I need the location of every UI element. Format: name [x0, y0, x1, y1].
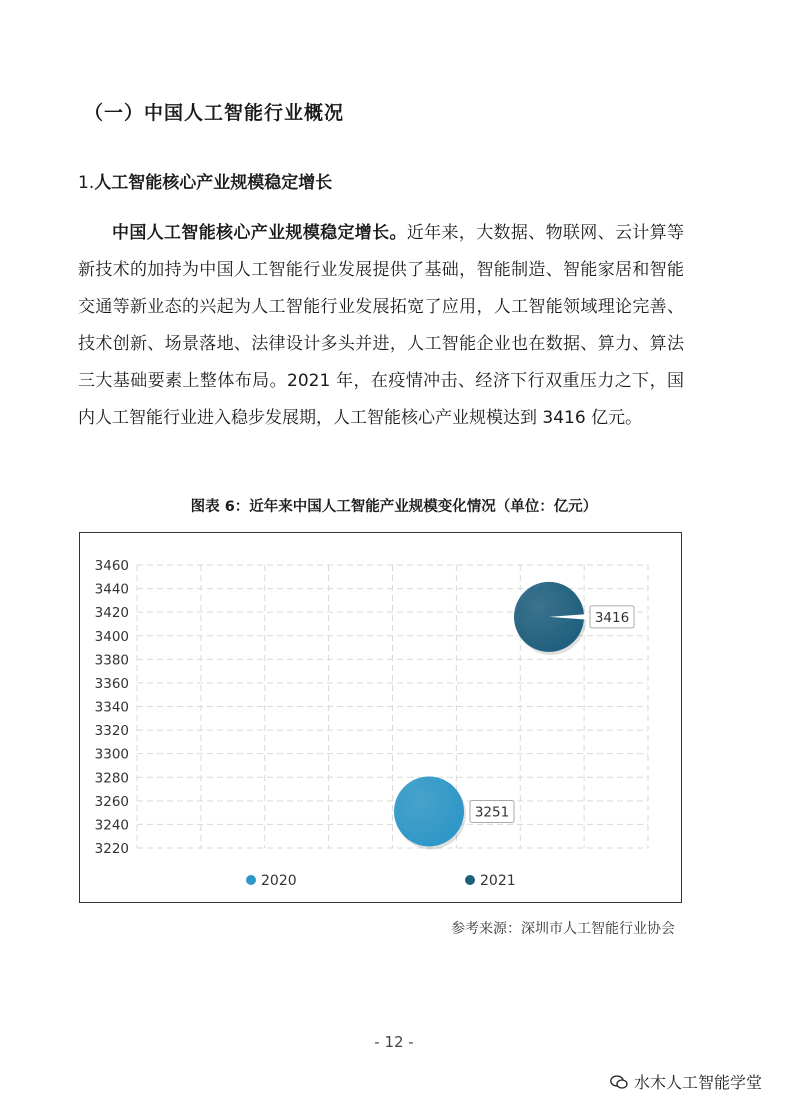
- page-number: - 12 -: [374, 1033, 414, 1051]
- y-tick-label: 3220: [94, 841, 129, 857]
- y-tick-label: 3400: [94, 628, 129, 645]
- paragraph-lead: 中国人工智能核心产业规模稳定增长。: [112, 223, 407, 243]
- data-label: 3251: [474, 804, 510, 821]
- y-tick-label: 3420: [94, 605, 129, 622]
- y-tick-label: 3340: [94, 699, 129, 716]
- sub-heading: [78, 168, 332, 193]
- y-tick-label: 3280: [94, 770, 129, 787]
- bubble-2020: [394, 776, 464, 846]
- watermark-text: 水木人工智能学堂: [633, 1073, 762, 1092]
- watermark: [610, 1070, 762, 1093]
- sub-heading-text: 人工智能核心产业规模稳定增长: [94, 173, 333, 193]
- y-tick-label: 3320: [94, 723, 129, 740]
- y-tick-label: 3360: [94, 675, 129, 692]
- paragraph-body: 近年来，大数据、物联网、云计算等新技术的加持为中国人工智能行业发展提供了基础，智能制造、智能家居和智能交通等新业态的兴起为人工智能行业发展拓宽了应用，人工智能领域理论完善、技术创新、场景落地、法律设计多头并进，人工智能企业也在数据、算力、算法三大基础要素上整体布局。2021 年，在疫情冲击、经济下行双重压力之下，国内人工智能行业进入稳步发展期，人工智能核心产业规模达到 3416 亿元。: [78, 223, 684, 428]
- figure-caption: 图表 6：近年来中国人工智能产业规模变化情况（单位：亿元）: [190, 499, 598, 515]
- y-tick-label: 3440: [94, 581, 129, 598]
- wechat-icon: [610, 1075, 628, 1089]
- bubble-chart: [80, 533, 681, 902]
- source-note: 参考来源：深圳市人工智能行业协会: [451, 921, 675, 937]
- legend-marker: [465, 875, 475, 885]
- y-tick-label: 3460: [94, 558, 129, 574]
- legend-label: 2020: [261, 873, 297, 889]
- y-tick-label: 3240: [94, 817, 129, 834]
- legend-marker: [246, 875, 256, 885]
- section-heading: （一）中国人工智能行业概况: [84, 102, 345, 124]
- y-tick-label: 3380: [94, 652, 129, 669]
- chart-frame: [79, 532, 682, 903]
- legend-label: 2021: [480, 873, 516, 889]
- body-paragraph: [78, 215, 684, 437]
- y-tick-label: 3300: [94, 746, 129, 763]
- sub-heading-number: 1.: [78, 173, 95, 193]
- data-label: 3416: [594, 609, 630, 626]
- y-tick-label: 3260: [94, 793, 129, 810]
